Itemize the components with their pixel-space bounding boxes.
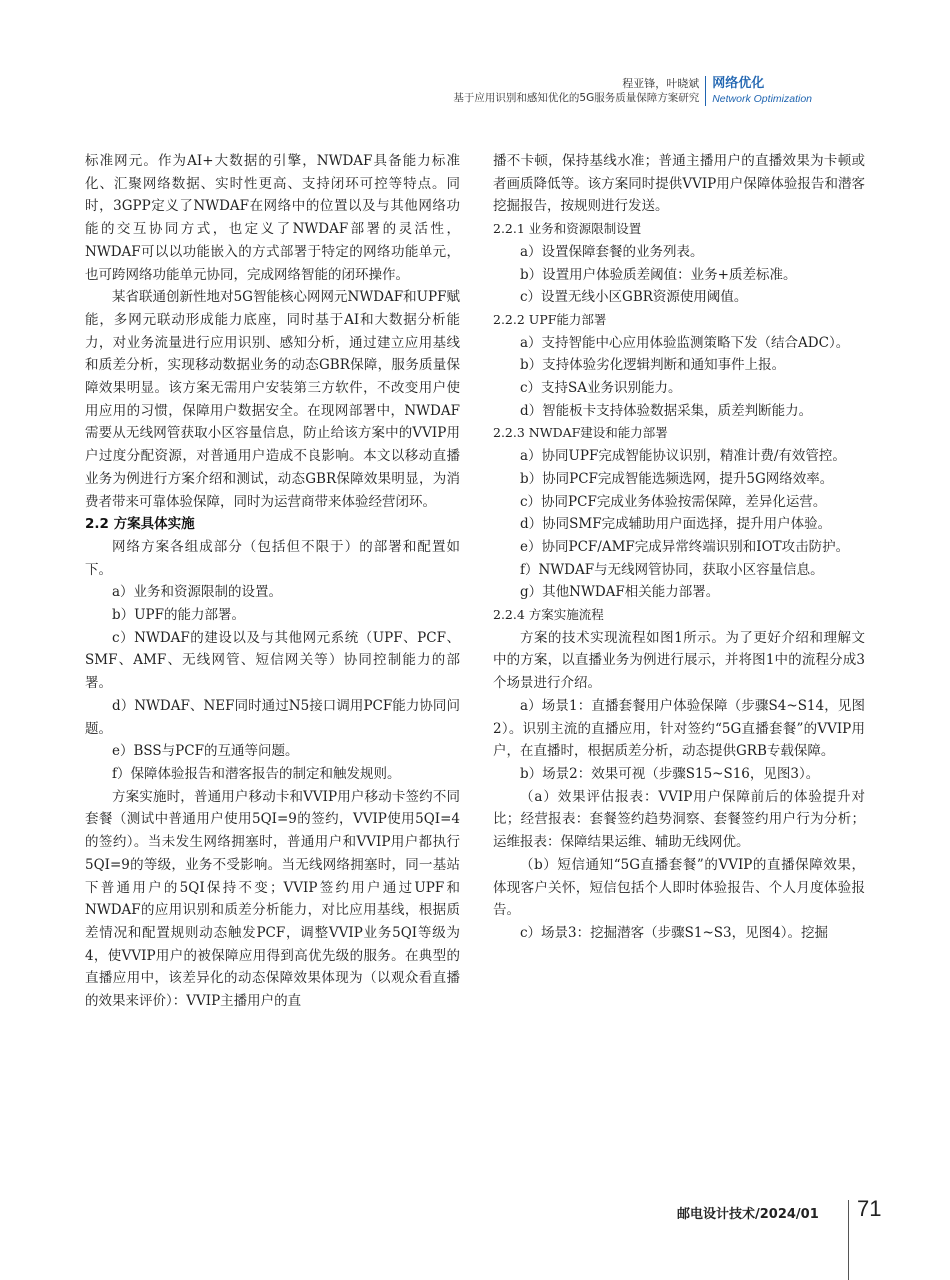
paragraph: a）场景1：直播套餐用户体验保障（步骤S4~S14，见图2）。识别主流的直播应用，针对签约“5G直播套餐”的VVIP用户，在直播时，根据质差分析，动态提供GRB专载保障。 [493, 697, 865, 760]
paragraph: （b）短信通知“5G直播套餐”的VVIP的直播保障效果，体现客户关怀，短信包括个人即时体验报告、个人月度体验报告。 [493, 856, 865, 919]
left-column [85, 150, 460, 1013]
paragraph: d）NWDAF、NEF同时通过N5接口调用PCF能力协同问题。 [85, 697, 460, 737]
paragraph: c）设置无线小区GBR资源使用阈值。 [520, 289, 748, 306]
paragraph: a）业务和资源限制的设置。 [112, 584, 283, 601]
page-number: 71 [857, 1196, 882, 1221]
footer-rule [848, 1200, 849, 1280]
paragraph: b）场景2：效果可视（步骤S15~S16，见图3）。 [520, 765, 820, 782]
subsection-heading: 2.2.4 方案实施流程 [493, 607, 604, 623]
paragraph: c）NWDAF的建设以及与其他网元系统（UPF、PCF、SMF、AMF、无线网管、短信网关等）协同控制能力的部署。 [85, 629, 460, 692]
right-column [493, 150, 865, 945]
paragraph: b）设置用户体验质差阈值：业务+质差标准。 [520, 266, 797, 283]
header-left [453, 76, 705, 106]
paragraph: （a）效果评估报表：VVIP用户保障前后的体验提升对比；经营报表：套餐签约趋势洞察、套餐签约用户行为分析；运维报表：保障结果运维、辅助无线网优。 [493, 788, 865, 851]
section-title-en: Network Optimization [712, 93, 812, 105]
paragraph: g）其他NWDAF相关能力部署。 [520, 584, 720, 601]
header-right [706, 76, 812, 106]
header-authors: 程亚锋，叶晓斌 [622, 77, 700, 90]
paragraph: 某省联通创新性地对5G智能核心网网元NWDAF和UPF赋能，多网元联动形成能力底座，同时基于AI和大数据分析能力，对业务流量进行应用识别、感知分析，通过建立应用基线和质差分析，实现移动数据业务的动态GBR保障，服务质量保障效果明显。该方案无需用户安装第三方软件，不改变用户使用应用的习惯，保障用户数据安全。在现网部署中，NWDAF需要从无线网管获取小区容量信息，防止给该方案中的VVIP用户过度分配资源，对普通用户造成不良影响。本文以移动直播业务为例进行方案介绍和测试，动态GBR保障效果明显，为消费者带来可靠体验保障，同时为运营商带来体验经营闭环。 [85, 289, 460, 510]
paragraph: d）智能板卡支持体验数据采集，质差判断能力。 [520, 402, 813, 419]
paragraph: c）协同PCF完成业务体验按需保障，差异化运营。 [520, 493, 827, 510]
section-title-cn: 网络优化 [712, 76, 765, 91]
subsection-heading: 2.2.3 NWDAF建设和能力部署 [493, 425, 668, 441]
paragraph: f）NWDAF与无线网管协同，获取小区容量信息。 [520, 561, 824, 578]
paragraph: a）设置保障套餐的业务列表。 [520, 243, 704, 260]
header-article-title: 基于应用识别和感知优化的5G服务质量保障方案研究 [453, 92, 700, 104]
subsection-heading: 2.2.1 业务和资源限制设置 [493, 221, 642, 237]
paragraph: 标准网元。作为AI+大数据的引擎，NWDAF具备能力标准化、汇聚网络数据、实时性更高、支持闭环可控等特点。同时，3GPP定义了NWDAF在网络中的位置以及与其他网络功能的交互协同方式，也定义了NWDAF部署的灵活性，NWDAF可以以功能嵌入的方式部署于特定的网络功能单元，也可跨网络功能单元协同，完成网络智能的闭环操作。 [85, 153, 460, 283]
paragraph: 网络方案各组成部分（包括但不限于）的部署和配置如下。 [85, 538, 460, 578]
paragraph: a）支持智能中心应用体验监测策略下发（结合ADC）。 [520, 334, 850, 351]
paragraph: c）支持SA业务识别能力。 [520, 380, 682, 397]
subsection-heading: 2.2.2 UPF能力部署 [493, 311, 607, 327]
paragraph: c）场景3：挖掘潜客（步骤S1~S3，见图4）。挖掘 [520, 924, 828, 941]
paragraph: b）协同PCF完成智能选频选网，提升5G网络效率。 [520, 470, 834, 487]
paragraph: 方案实施时，普通用户移动卡和VVIP用户移动卡签约不同套餐（测试中普通用户使用5QI=9的签约，VVIP使用5QI=4的签约）。当未发生网络拥塞时，普通用户和VVIP用户都执行5QI=9的等级，业务不受影响。当无线网络拥塞时，同一基站下普通用户的5QI保持不变；VVIP签约用户通过UPF和NWDAF的应用识别和质差分析能力，对比应用基线，根据质差情况和配置规则动态触发PCF，调整VVIP业务5QI等级为4，使VVIP用户的被保障应用得到高优先级的服务。在典型的直播应用中，该差异化的动态保障效果体现为（以观众看直播的效果来评价）：VVIP主播用户的直 [85, 788, 460, 1010]
paragraph: d）协同SMF完成辅助用户面选择，提升用户体验。 [520, 516, 832, 533]
paragraph: b）UPF的能力部署。 [112, 607, 245, 624]
paragraph: e）协同PCF/AMF完成异常终端识别和IOT攻击防护。 [520, 538, 850, 555]
paragraph: b）支持体验劣化逻辑判断和通知事件上报。 [520, 357, 786, 374]
journal-footer: 邮电设计技术/2024/01 [677, 1207, 819, 1222]
section-heading: 2.2 方案具体实施 [85, 516, 195, 533]
paragraph: 播不卡顿，保持基线水准；普通主播用户的直播效果为卡顿或者画质降低等。该方案同时提供VVIP用户保障体验报告和潜客挖掘报告，按规则进行发送。 [493, 153, 865, 215]
paragraph: e）BSS与PCF的互通等问题。 [112, 743, 299, 760]
paragraph: a）协同UPF完成智能协议识别，精准计费/有效管控。 [520, 448, 846, 465]
running-header [453, 76, 812, 106]
paragraph: f）保障体验报告和潜客报告的制定和触发规则。 [112, 765, 401, 782]
paragraph: 方案的技术实现流程如图1所示。为了更好介绍和理解文中的方案，以直播业务为例进行展示，并将图1中的流程分成3个场景进行介绍。 [493, 629, 865, 692]
